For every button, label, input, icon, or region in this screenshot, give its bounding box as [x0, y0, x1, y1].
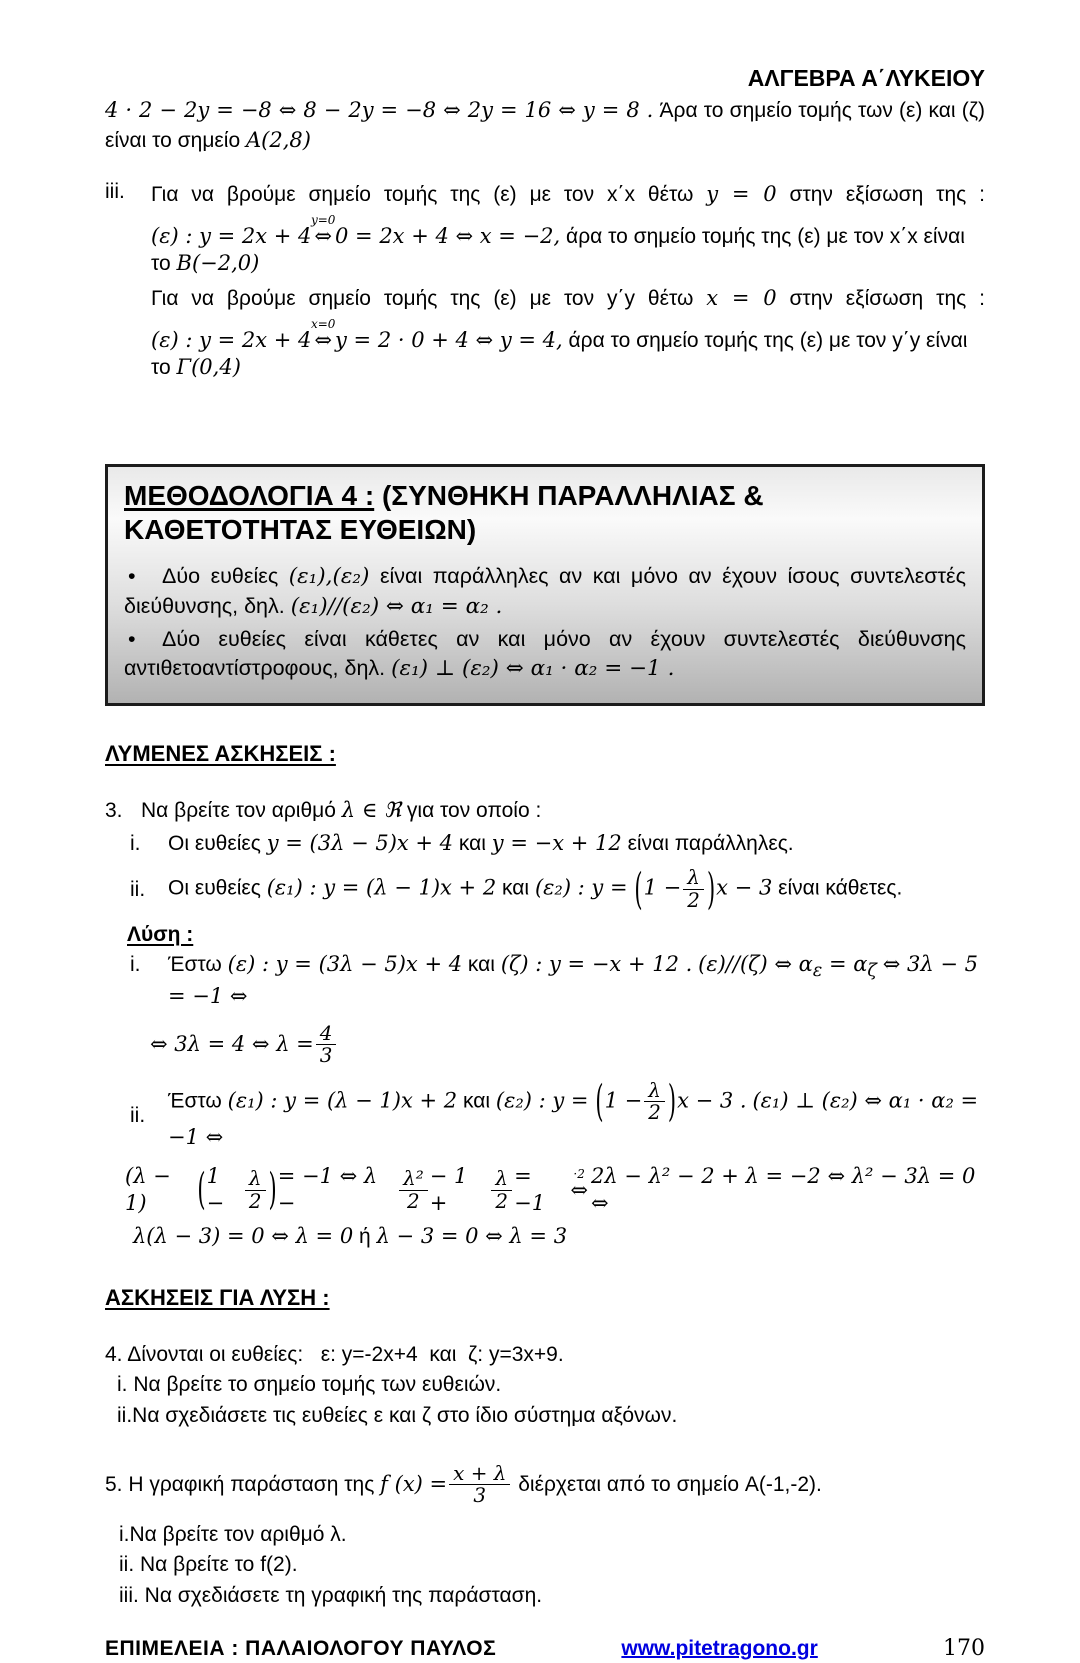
equivalence-arrow: ⇔ — [570, 1177, 588, 1202]
text-segment: Οι ευθείες — [168, 831, 261, 855]
part-body — [168, 1077, 985, 1151]
text-segment: διέρχεται από το σημείο A(-1,-2). — [518, 1473, 822, 1497]
math-segment: x − 3 — [716, 875, 773, 900]
methodology-title-number: ΜΕΘΟΔΟΛΟΓΙΑ 4 : — [124, 480, 375, 512]
equivalence-arrow: ⇔ — [314, 223, 333, 248]
part-body — [168, 830, 985, 857]
methodology-title-rest: (ΣΥΝΘΗΚΗ ΠΑΡΑΛΛΗΛΙΑΣ & — [374, 480, 764, 512]
text-segment: Οι ευθείες — [168, 876, 261, 900]
arrow-label: ·2 — [573, 1166, 585, 1181]
exercises-content — [0, 740, 1080, 1609]
methodology-title-line2: ΚΑΘΕΤΟΤΗΤΑΣ ΕΥΘΕΙΩΝ) — [124, 513, 477, 545]
fraction-numerator: λ — [495, 1166, 509, 1191]
item-iii-equation-2 — [151, 316, 985, 382]
intro-line-1 — [105, 97, 985, 124]
fraction — [316, 1020, 337, 1068]
intro-line-2 — [105, 127, 985, 154]
solution-ii-line-2 — [105, 1161, 985, 1219]
unsolved-exercises-heading: ΑΣΚΗΣΕΙΣ ΓΙΑ ΛΥΣΗ : — [105, 1285, 330, 1311]
fraction-denominator: 2 — [399, 1190, 428, 1213]
solution-i-line-2 — [105, 1018, 985, 1072]
math-segment: (ε₁) : y = (λ − 1)x + 2 — [266, 875, 497, 900]
item-iii-marker: iii. — [105, 180, 125, 204]
math-segment: 1 − — [206, 1163, 225, 1216]
bullet-icon: • — [128, 626, 136, 651]
math-segment: y = 2 · 0 + 4 ⇔ y = 4, — [335, 327, 563, 352]
problem-3-part-i — [105, 830, 985, 857]
close-paren: ) — [706, 864, 716, 914]
fraction-numerator: λ — [248, 1166, 262, 1191]
fraction-denominator: 2 — [491, 1190, 512, 1213]
fraction — [491, 1168, 512, 1212]
subscript: ε — [812, 960, 823, 981]
fraction — [399, 1168, 428, 1212]
item-iii-body — [151, 178, 985, 384]
text-segment: και — [502, 876, 530, 900]
math-segment: 4 · 2 − 2y = −8 ⇔ 8 − 2y = −8 ⇔ 2y = 16 ⇔ y = 8 . — [105, 97, 654, 122]
part-marker: ii. — [130, 1103, 146, 1127]
part-marker: ii. — [130, 877, 146, 901]
math-segment: 1 − — [643, 875, 682, 900]
website-link[interactable]: www.pitetragono.gr — [621, 1636, 818, 1660]
problem-5-statement — [105, 1459, 985, 1511]
fraction — [449, 1460, 510, 1508]
text-segment: ή — [359, 1225, 371, 1249]
text-segment: Για να βρούμε σημείο τομής της (ε) με τον x΄x θέτω — [151, 183, 694, 207]
math-segment: (ε) : y = (3λ − 5)x + 4 — [227, 951, 463, 976]
text-segment: Να βρείτε τον αριθμό — [141, 798, 336, 822]
text-segment: είναι κάθετες. — [778, 876, 903, 900]
math-segment: (ε₂) : y = — [534, 875, 628, 900]
part-body — [168, 864, 985, 914]
fraction-denominator: 2 — [683, 889, 704, 912]
fraction-numerator: x + λ — [453, 1460, 507, 1485]
problem-4-part-ii: ii.Να σχεδιάσετε τις ευθείες ε και ζ στο ίδιο σύστημα αξόνων. — [117, 1403, 678, 1427]
bullet-icon: • — [128, 564, 136, 589]
problem-number: 3. — [105, 798, 123, 822]
text-segment: άρα το σημείο τομής της (ε) με τον y΄y είναι το — [151, 328, 968, 379]
text-segment: είναι παράλληλες αν και μόνο αν έχουν ίσους συντελεστές διεύθυνσης, δηλ. — [124, 564, 966, 619]
text-segment: Έστω — [168, 1089, 222, 1113]
methodology-box — [105, 464, 985, 706]
math-segment: 2λ − λ² − 2 + λ = −2 ⇔ λ² − 3λ = 0 ⇔ — [590, 1163, 976, 1216]
fraction-denominator: 3 — [449, 1484, 510, 1507]
math-segment: 1 − — [604, 1088, 643, 1113]
text-segment: Δύο ευθείες — [162, 564, 279, 589]
text-segment: για τον οποίο : — [406, 798, 542, 822]
open-paren: ( — [595, 1077, 604, 1127]
math-segment: Α(2,8) — [245, 128, 311, 153]
solution-ii-line-1 — [105, 1077, 985, 1151]
fraction — [683, 867, 704, 911]
text-segment: 5. Η γραφική παράσταση της — [105, 1473, 375, 1497]
math-segment: = −1 ⇔ λ − — [277, 1163, 378, 1216]
fraction — [245, 1168, 266, 1212]
labeled-arrow — [570, 1166, 588, 1204]
math-segment: (ε) : y = 2x + 4 — [151, 223, 312, 248]
math-segment: λ − 3 = 0 ⇔ λ = 3 — [376, 1224, 568, 1249]
math-segment: x − 3 . — [677, 1088, 747, 1113]
labeled-arrow — [310, 212, 336, 250]
problem-4-part-i: i. Να βρείτε το σημείο τομής των ευθειών. — [117, 1373, 502, 1397]
text-segment: Έστω — [168, 952, 222, 976]
close-paren: ) — [268, 1164, 277, 1214]
math-segment: (ε₁) ⊥ (ε₂) ⇔ α₁ · α₂ = −1 ⇔ — [168, 1088, 979, 1149]
open-paren: ( — [197, 1164, 206, 1214]
math-segment: (ε₁) ⊥ (ε₂) ⇔ α₁ · α₂ = −1 . — [391, 656, 675, 682]
fraction-numerator: 4 — [319, 1020, 333, 1045]
item-iii — [105, 178, 985, 384]
item-iii-equation-1 — [151, 212, 985, 278]
subscript: ζ — [867, 960, 877, 981]
text-segment: Άρα το σημείο τομής των (ε) και (ζ) — [659, 98, 985, 122]
math-segment: (ε)//(ζ) ⇔ $\alpha_\varepsilon = \alpha_\zeta$ — [698, 951, 877, 981]
problem-3-statement — [105, 797, 985, 824]
fraction-numerator: λ² — [403, 1166, 424, 1191]
page-title — [0, 0, 1080, 94]
open-paren: ( — [634, 864, 643, 914]
math-segment: f (x) = — [380, 1472, 448, 1497]
part-marker: i. — [130, 952, 141, 976]
math-segment: y = −x + 12 — [491, 830, 622, 855]
close-paren: ) — [667, 1077, 677, 1127]
math-segment: (λ − 1) — [125, 1163, 171, 1216]
labeled-arrow — [310, 316, 336, 354]
part-body — [168, 951, 985, 1010]
math-segment: = −1 — [514, 1163, 546, 1216]
text-segment: και — [467, 952, 495, 976]
methodology-bullet-2 — [124, 625, 966, 684]
text-segment: και — [458, 831, 486, 855]
text-segment: Δύο ευθείες είναι κάθετες αν και μόνο αν έχουν συντελεστές διεύθυνσης αντιθετοαντίστροφους, δηλ. — [124, 626, 966, 681]
math-segment: 0 = 2x + 4 ⇔ x = −2, — [335, 223, 561, 248]
math-segment: λ ∈ ℜ — [341, 797, 402, 822]
page-number: 170 — [942, 1635, 985, 1661]
math-segment: (ε₁)//(ε₂) ⇔ α₁ = α₂ . — [290, 594, 503, 620]
math-segment: B(−2,0) — [176, 251, 260, 276]
methodology-body — [124, 562, 966, 684]
problem-3-part-ii — [105, 863, 985, 915]
math-segment: (ε₁),(ε₂) — [288, 564, 370, 590]
equivalence-arrow: ⇔ — [314, 327, 333, 352]
math-segment: (ζ) : y = −x + 12 . — [500, 951, 693, 976]
math-segment: (ε) : y = 2x + 4 — [151, 327, 312, 352]
text-segment: είναι το σημείο — [105, 129, 241, 153]
fraction-denominator: 3 — [316, 1044, 337, 1067]
fraction — [644, 1077, 665, 1125]
math-segment: λ(λ − 3) = 0 ⇔ λ = 0 — [133, 1224, 354, 1249]
text-segment: στην εξίσωση της : — [789, 287, 985, 311]
methodology-title — [124, 479, 966, 546]
fraction-denominator: 2 — [644, 1101, 665, 1124]
math-segment: (ε₂) : y = — [495, 1088, 589, 1113]
problem-4-statement: 4. Δίνονται οι ευθείες: ε: y=-2x+4 και ζ: y=3x+9. — [105, 1343, 564, 1367]
problem-5-part-i: i.Να βρείτε τον αριθμό λ. — [119, 1522, 347, 1546]
text-segment: είναι παράλληλες. — [627, 831, 794, 855]
page-title-text: ΑΛΓΕΒΡΑ Α΄ΛΥΚΕΙΟΥ — [747, 65, 985, 91]
arrow-label: x=0 — [310, 316, 336, 331]
part-marker: i. — [130, 831, 141, 855]
solution-heading: Λύση : — [127, 923, 194, 947]
math-segment: ⇔ 3λ = 4 ⇔ λ = — [150, 1032, 314, 1057]
fraction-denominator: 2 — [245, 1190, 266, 1213]
solution-i-line-1 — [105, 951, 985, 1010]
item-iii-paragraph-2 — [151, 285, 985, 312]
methodology-bullet-1 — [124, 562, 966, 621]
math-segment: − 1 + — [429, 1163, 468, 1216]
problem-5-part-iii: iii. Να σχεδιάσετε τη γραφική της παράσταση. — [119, 1583, 543, 1607]
math-segment: y = (3λ − 5)x + 4 — [266, 830, 454, 855]
fraction-numerator: λ — [687, 865, 700, 890]
math-segment: (ε₁) : y = (λ − 1)x + 2 — [227, 1088, 458, 1113]
solution-ii-line-3 — [105, 1223, 985, 1250]
page-footer — [0, 1635, 1080, 1663]
text-segment: στην εξίσωση της : — [789, 183, 985, 207]
arrow-label: y=0 — [310, 212, 336, 227]
text-segment: Για να βρούμε σημείο τομής της (ε) με τον y΄y θέτω — [151, 287, 694, 311]
page-content — [0, 97, 1080, 384]
text-segment: και — [462, 1089, 491, 1113]
math-segment: y = 0 — [706, 182, 777, 207]
problem-5-part-ii: ii. Να βρείτε το f(2). — [119, 1553, 298, 1577]
math-segment: ⇔ 3λ − 5 = −1 ⇔ — [168, 951, 978, 1008]
editor-credit: ΕΠΙΜΕΛΕΙΑ : ΠΑΛΑΙΟΛΟΓΟΥ ΠΑΥΛΟΣ — [105, 1636, 497, 1660]
math-segment: x = 0 — [706, 286, 777, 311]
text-segment: άρα το σημείο τομής της (ε) με τον x΄x είναι το — [151, 224, 965, 276]
item-iii-paragraph-1 — [151, 181, 985, 208]
fraction-numerator: λ — [648, 1077, 661, 1102]
math-segment: Γ(0,4) — [176, 354, 241, 379]
solved-exercises-heading: ΛΥΜΕΝΕΣ ΑΣΚΗΣΕΙΣ : — [105, 741, 336, 767]
